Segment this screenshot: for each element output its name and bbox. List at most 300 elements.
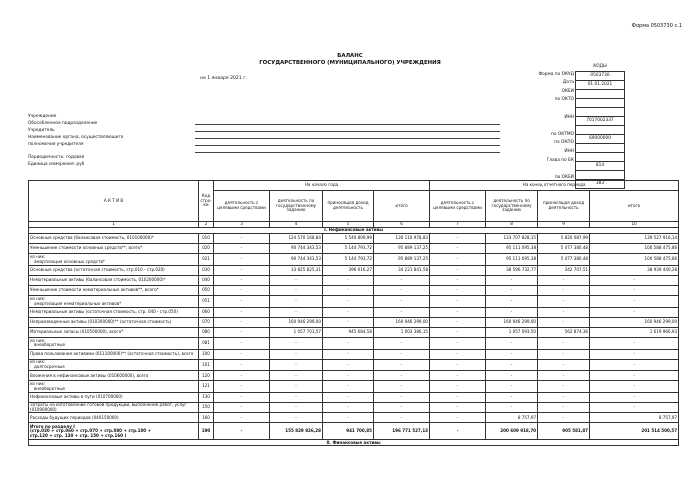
header-field: Периодичность: годовая [28, 155, 85, 161]
table-row [29, 296, 679, 307]
row-value: - [538, 392, 590, 402]
row-value: - [214, 371, 270, 381]
row-name [29, 265, 199, 275]
row-name [29, 244, 199, 254]
row-value: - [323, 317, 374, 327]
row-value: 133 707 828,15 [486, 234, 538, 244]
title-line-1: БАЛАНС [337, 53, 363, 59]
row-value: - [214, 296, 270, 307]
code-label: Форма по ОКУД [538, 71, 574, 77]
row-name-line: долгосрочные [34, 364, 65, 370]
row-code: 160 [199, 413, 214, 423]
row-code: 040 [199, 275, 214, 285]
row-value: 201 514 500,57 [590, 423, 679, 440]
col-number: 6 [374, 222, 430, 228]
row-value: - [538, 338, 590, 349]
subcol-header: итого [374, 191, 430, 222]
row-value: - [430, 349, 486, 359]
row-name [29, 349, 199, 359]
row-value: - [214, 349, 270, 359]
row-value: 124 570 168,84 [270, 234, 323, 244]
row-value: - [214, 403, 270, 413]
field-underline [195, 145, 500, 146]
row-value: 200 609 918,70 [486, 423, 538, 440]
col-number: 7 [430, 222, 486, 228]
row-value: - [214, 275, 270, 285]
row-value: - [323, 349, 374, 359]
balance-table [28, 180, 679, 446]
row-code: 080 [199, 328, 214, 338]
header-field: Учреждение [28, 114, 57, 119]
row-value: - [538, 349, 590, 359]
row-value: 396 016,27 [323, 265, 374, 275]
code-label: по ОКПО [554, 140, 574, 146]
row-value: - [486, 275, 538, 285]
row-value: 155 829 826,28 [270, 423, 323, 440]
col-number: 5 [323, 222, 374, 228]
row-value: - [214, 234, 270, 244]
row-value: - [430, 423, 486, 440]
row-code: 060 [199, 307, 214, 317]
row-value: - [430, 359, 486, 370]
row-value: - [486, 403, 538, 413]
row-name-line: Основные средства (балансовая стоимость, 010100000)* [30, 235, 154, 241]
row-value: - [590, 338, 679, 349]
row-code: 101 [199, 359, 214, 370]
row-name-line: Уменьшение стоимости основных средств**, всего* [30, 245, 143, 251]
subcol-header: деятельность по государственному заданию [486, 191, 538, 222]
row-name [29, 392, 199, 402]
header-field: полномочия учредителя [28, 141, 84, 147]
table-row [29, 403, 679, 413]
row-name-line: Непроизведенные активы (010300000)** (остаточная стоимость) [30, 319, 172, 325]
row-value: - [374, 296, 430, 307]
row-name-line: из них: [30, 295, 46, 301]
col-number: 8 [486, 222, 538, 228]
row-code: 030 [199, 265, 214, 275]
row-value: - [270, 349, 323, 359]
group-start-year: На начало года [214, 181, 430, 191]
subcol-header: приносящая доход деятельность [323, 191, 374, 222]
col-number: 4 [270, 222, 323, 228]
row-name [29, 328, 199, 338]
table-row [29, 359, 679, 370]
row-value: 8 757,97 [590, 413, 679, 423]
code-label: ИНН [564, 148, 574, 154]
row-name-line: стр.120 + стр. 130 + стр. 150 + стр.160 ) [30, 432, 127, 438]
row-value: - [430, 392, 486, 402]
col-aktiv: А К Т И В [29, 181, 199, 222]
row-value: - [214, 423, 270, 440]
row-name-line: Уменьшение стоимости нематериальных активов**, всего* [30, 287, 159, 293]
row-value: 34 221 841,58 [374, 265, 430, 275]
row-name [29, 296, 199, 307]
table-row [29, 265, 679, 275]
row-value: - [214, 328, 270, 338]
row-name-line: из них: [30, 253, 46, 259]
row-value: - [590, 392, 679, 402]
row-value: - [374, 359, 430, 370]
code-value: 814 [576, 162, 625, 171]
row-name-line: Нематериальные активы (балансовая стоимость, 010200000)* [30, 277, 166, 283]
code-labels [500, 63, 574, 182]
row-name-line: амортизация нематериальных активов* [34, 300, 122, 306]
field-underline [195, 138, 500, 139]
row-value: 941 700,85 [323, 423, 374, 440]
row-value: - [323, 371, 374, 381]
row-value: - [374, 403, 430, 413]
code-value: 7017002337 [576, 117, 625, 126]
row-code: 190 [199, 423, 214, 440]
row-name [29, 381, 199, 392]
code-value: 69000000 [576, 135, 625, 144]
row-name [29, 275, 199, 285]
row-name-line: из них: [30, 337, 46, 343]
table-row [29, 307, 679, 317]
row-name-line: Затраты на изготовление готовой продукции, выполнение работ, услуг (010900000) [30, 402, 187, 412]
row-value: - [214, 286, 270, 296]
field-underline [195, 152, 500, 153]
row-value: - [374, 275, 430, 285]
row-name [29, 307, 199, 317]
row-value: - [538, 275, 590, 285]
row-value: 945 684,58 [323, 328, 374, 338]
code-value [576, 108, 625, 117]
row-name [29, 371, 199, 381]
subcol-header: деятельность с целевыми средствами [214, 191, 270, 222]
row-value: - [590, 381, 679, 392]
row-value: - [323, 403, 374, 413]
row-value: - [538, 371, 590, 381]
row-value: 8 757,97 [486, 413, 538, 423]
row-value: - [323, 286, 374, 296]
row-value: - [486, 307, 538, 317]
row-value: 196 771 527,13 [374, 423, 430, 440]
codes-label-spacer [500, 63, 574, 71]
table-row [29, 413, 679, 423]
table-row [29, 254, 679, 265]
row-value: - [374, 413, 430, 423]
table-row [29, 392, 679, 402]
row-value: 905 581,87 [538, 423, 590, 440]
code-value [576, 153, 625, 162]
row-name [29, 234, 199, 244]
row-value: - [538, 403, 590, 413]
row-value: - [270, 413, 323, 423]
row-value: - [270, 381, 323, 392]
row-value: - [430, 338, 486, 349]
row-name [29, 403, 199, 413]
col-number: 3 [214, 222, 270, 228]
row-value: - [486, 349, 538, 359]
row-code: 051 [199, 296, 214, 307]
title-line-2: ГОСУДАРСТВЕННОГО (МУНИЦИПАЛЬНОГО) УЧРЕЖДЕНИЯ [259, 60, 441, 66]
table-row [29, 275, 679, 285]
row-name-line: Нематериальные активы (остаточная стоимость, стр. 040 - стр.050) [30, 309, 178, 315]
row-value: - [538, 359, 590, 370]
row-name-line: Итого по разделу I [30, 423, 75, 429]
report-date: на 1 января 2021 г. [200, 76, 248, 81]
row-value: - [270, 392, 323, 402]
row-value: - [430, 296, 486, 307]
code-label: по ОКТМО [551, 131, 574, 137]
row-name-line: (стр.030 + стр.060 + стр.070 + стр.080 + стр.100 + [30, 428, 151, 434]
col-number: 1 [29, 222, 199, 228]
row-value: - [374, 392, 430, 402]
row-value: - [214, 392, 270, 402]
row-value: - [374, 307, 430, 317]
row-value: 1 003 386,15 [374, 328, 430, 338]
row-name [29, 317, 199, 327]
row-name-line: Вложения в нефинансовые активы (010600000), всего [30, 372, 149, 378]
row-name-line: Материальные запасы (010500000), всего* [30, 329, 124, 335]
row-value: - [430, 381, 486, 392]
row-code: 081 [199, 338, 214, 349]
row-value: - [590, 275, 679, 285]
row-value: 160 946 299,00 [590, 317, 679, 327]
row-value: - [214, 307, 270, 317]
row-value: - [270, 275, 323, 285]
row-value: - [214, 413, 270, 423]
row-value: - [430, 328, 486, 338]
row-value: 5 144 793,72 [323, 244, 374, 254]
table-row [29, 234, 679, 244]
row-value: - [486, 371, 538, 381]
row-value: 95 889 137,25 [374, 244, 430, 254]
code-value: 383 [576, 180, 625, 189]
row-value: - [486, 392, 538, 402]
row-value: - [590, 349, 679, 359]
row-value: - [430, 254, 486, 265]
code-label: ИНН [564, 114, 574, 120]
row-value: - [590, 403, 679, 413]
row-code: 021 [199, 254, 214, 265]
code-label [500, 165, 574, 174]
row-value: - [374, 381, 430, 392]
code-value [576, 90, 625, 99]
row-name [29, 423, 199, 440]
section-title: II. Финансовые активы [29, 440, 679, 446]
row-value: - [270, 338, 323, 349]
table-row [29, 371, 679, 381]
form-number: Форма 0503730 с.1 [631, 23, 682, 29]
row-value: - [538, 296, 590, 307]
code-label: по ОКЕИ [554, 174, 574, 180]
row-value: 33 825 825,31 [270, 265, 323, 275]
row-value: 342 707,51 [538, 265, 590, 275]
col-code: Код стро-ки [199, 181, 214, 222]
row-value: 5 144 793,72 [323, 254, 374, 265]
code-value [576, 171, 625, 180]
group-end-period: На конец отчетного периода [430, 181, 679, 191]
row-name [29, 286, 199, 296]
row-value: - [430, 371, 486, 381]
row-name-line: внеоборотные [34, 385, 66, 391]
code-label [500, 105, 574, 114]
row-value: - [590, 286, 679, 296]
row-value: - [430, 234, 486, 244]
row-value: 90 744 343,53 [270, 254, 323, 265]
row-name-line: из них: [30, 381, 46, 387]
header-fields [28, 114, 198, 169]
section-title: I. Нефинансовые активы [29, 228, 679, 234]
row-value: - [323, 392, 374, 402]
row-value: - [214, 254, 270, 265]
row-value: - [323, 359, 374, 370]
row-value: 5 477 380,48 [538, 254, 590, 265]
row-value: - [430, 244, 486, 254]
header-field: Обособленное подразделение [28, 120, 98, 126]
subcol-header: деятельность по государственному заданию [270, 191, 323, 222]
row-code: 050 [199, 286, 214, 296]
row-name-line: из них: [30, 359, 46, 365]
row-value: - [270, 296, 323, 307]
row-value: 139 527 916,14 [590, 234, 679, 244]
row-value: 95 111 095,38 [486, 254, 538, 265]
code-value [576, 144, 625, 153]
code-label: Глава по БК [546, 157, 574, 163]
row-value: 100 588 475,86 [590, 244, 679, 254]
row-value: - [374, 371, 430, 381]
row-value: - [270, 403, 323, 413]
row-value: - [590, 296, 679, 307]
code-label [500, 122, 574, 131]
row-name [29, 254, 199, 265]
row-value: - [323, 275, 374, 285]
row-value: - [590, 359, 679, 370]
row-value: 1 619 966,93 [590, 328, 679, 338]
row-value: - [486, 338, 538, 349]
field-underline [195, 124, 500, 125]
section-row [29, 440, 679, 446]
row-value: - [486, 381, 538, 392]
row-value: - [430, 275, 486, 285]
row-value: - [430, 317, 486, 327]
subcol-header: деятельность с целевыми средствами [430, 191, 486, 222]
table-row [29, 244, 679, 254]
row-name-line: Расходы будущих периодов (040150000) [30, 414, 119, 420]
col-number: 2 [199, 222, 214, 228]
row-value: 1 057 701,57 [270, 328, 323, 338]
codes-header: КОДЫ [593, 64, 607, 69]
row-value: - [486, 359, 538, 370]
row-value: - [538, 307, 590, 317]
code-value [576, 126, 625, 135]
table-row [29, 338, 679, 349]
codes-table [575, 63, 625, 189]
row-code: 010 [199, 234, 214, 244]
col-number: 10 [590, 222, 679, 228]
row-name [29, 359, 199, 370]
total-row [29, 423, 679, 440]
row-value: - [214, 317, 270, 327]
row-value: 90 744 343,53 [270, 244, 323, 254]
row-value: - [486, 286, 538, 296]
row-name-line: Нефинансовые активы в пути (010700000) [30, 394, 123, 400]
row-value: - [374, 338, 430, 349]
row-value: - [538, 286, 590, 296]
row-name [29, 338, 199, 349]
col-number: 9 [538, 222, 590, 228]
row-value: 562 874,36 [538, 328, 590, 338]
row-value: - [323, 413, 374, 423]
header-field: Единица измерения: руб [28, 162, 85, 168]
row-value: - [270, 286, 323, 296]
row-value: - [214, 265, 270, 275]
row-value: 100 588 475,86 [590, 254, 679, 265]
row-value: - [430, 307, 486, 317]
row-value: - [590, 371, 679, 381]
row-value: - [538, 413, 590, 423]
row-value: - [323, 296, 374, 307]
row-name-line: Права пользования активами (011100000)** (остаточная стоимость), всего [30, 350, 194, 356]
table-row [29, 349, 679, 359]
row-value: - [214, 381, 270, 392]
code-value [576, 99, 625, 108]
table-row [29, 286, 679, 296]
row-value: - [270, 307, 323, 317]
row-value: 130 110 978,83 [374, 234, 430, 244]
row-value: - [374, 286, 430, 296]
row-value: - [590, 307, 679, 317]
row-value: - [374, 349, 430, 359]
row-value: - [323, 338, 374, 349]
row-value: - [323, 307, 374, 317]
row-name-line: амортизация основных средств* [34, 258, 105, 264]
row-value: - [430, 403, 486, 413]
header-field: Наименование органа, осуществляющего [28, 134, 124, 140]
row-code: 100 [199, 349, 214, 359]
row-value: - [214, 359, 270, 370]
row-value: - [430, 413, 486, 423]
row-code: 020 [199, 244, 214, 254]
field-underline [195, 131, 500, 132]
table-row [29, 381, 679, 392]
row-value: 38 939 440,28 [590, 265, 679, 275]
row-value: - [486, 296, 538, 307]
row-value: - [270, 371, 323, 381]
row-value: - [430, 265, 486, 275]
row-value: - [270, 359, 323, 370]
row-name-line: Основные средства (остаточная стоимость, стр.010 - стр.020) [30, 267, 165, 273]
table-row [29, 317, 679, 327]
row-value: 38 596 732,77 [486, 265, 538, 275]
row-code: 130 [199, 392, 214, 402]
row-value: - [538, 381, 590, 392]
row-value: 1 057 093,50 [486, 328, 538, 338]
table-row [29, 328, 679, 338]
row-value: - [214, 244, 270, 254]
row-value: 95 889 137,25 [374, 254, 430, 265]
subcol-header: итого [590, 191, 679, 222]
row-value: - [323, 381, 374, 392]
row-code: 121 [199, 381, 214, 392]
row-value: 95 111 095,38 [486, 244, 538, 254]
row-name [29, 413, 199, 423]
code-label: Дата [562, 80, 574, 86]
row-value: 160 946 299,00 [486, 317, 538, 327]
code-label: по ОКТО [554, 97, 574, 103]
row-code: 150 [199, 403, 214, 413]
row-code: 070 [199, 317, 214, 327]
row-value: 5 820 087,99 [538, 234, 590, 244]
code-value: 0503730 [576, 72, 625, 81]
row-value: 5 477 380,48 [538, 244, 590, 254]
row-value: 5 540 809,99 [323, 234, 374, 244]
row-value: 160 946 299,00 [270, 317, 323, 327]
code-label: ОКЕИ [561, 88, 574, 94]
row-value: - [214, 338, 270, 349]
